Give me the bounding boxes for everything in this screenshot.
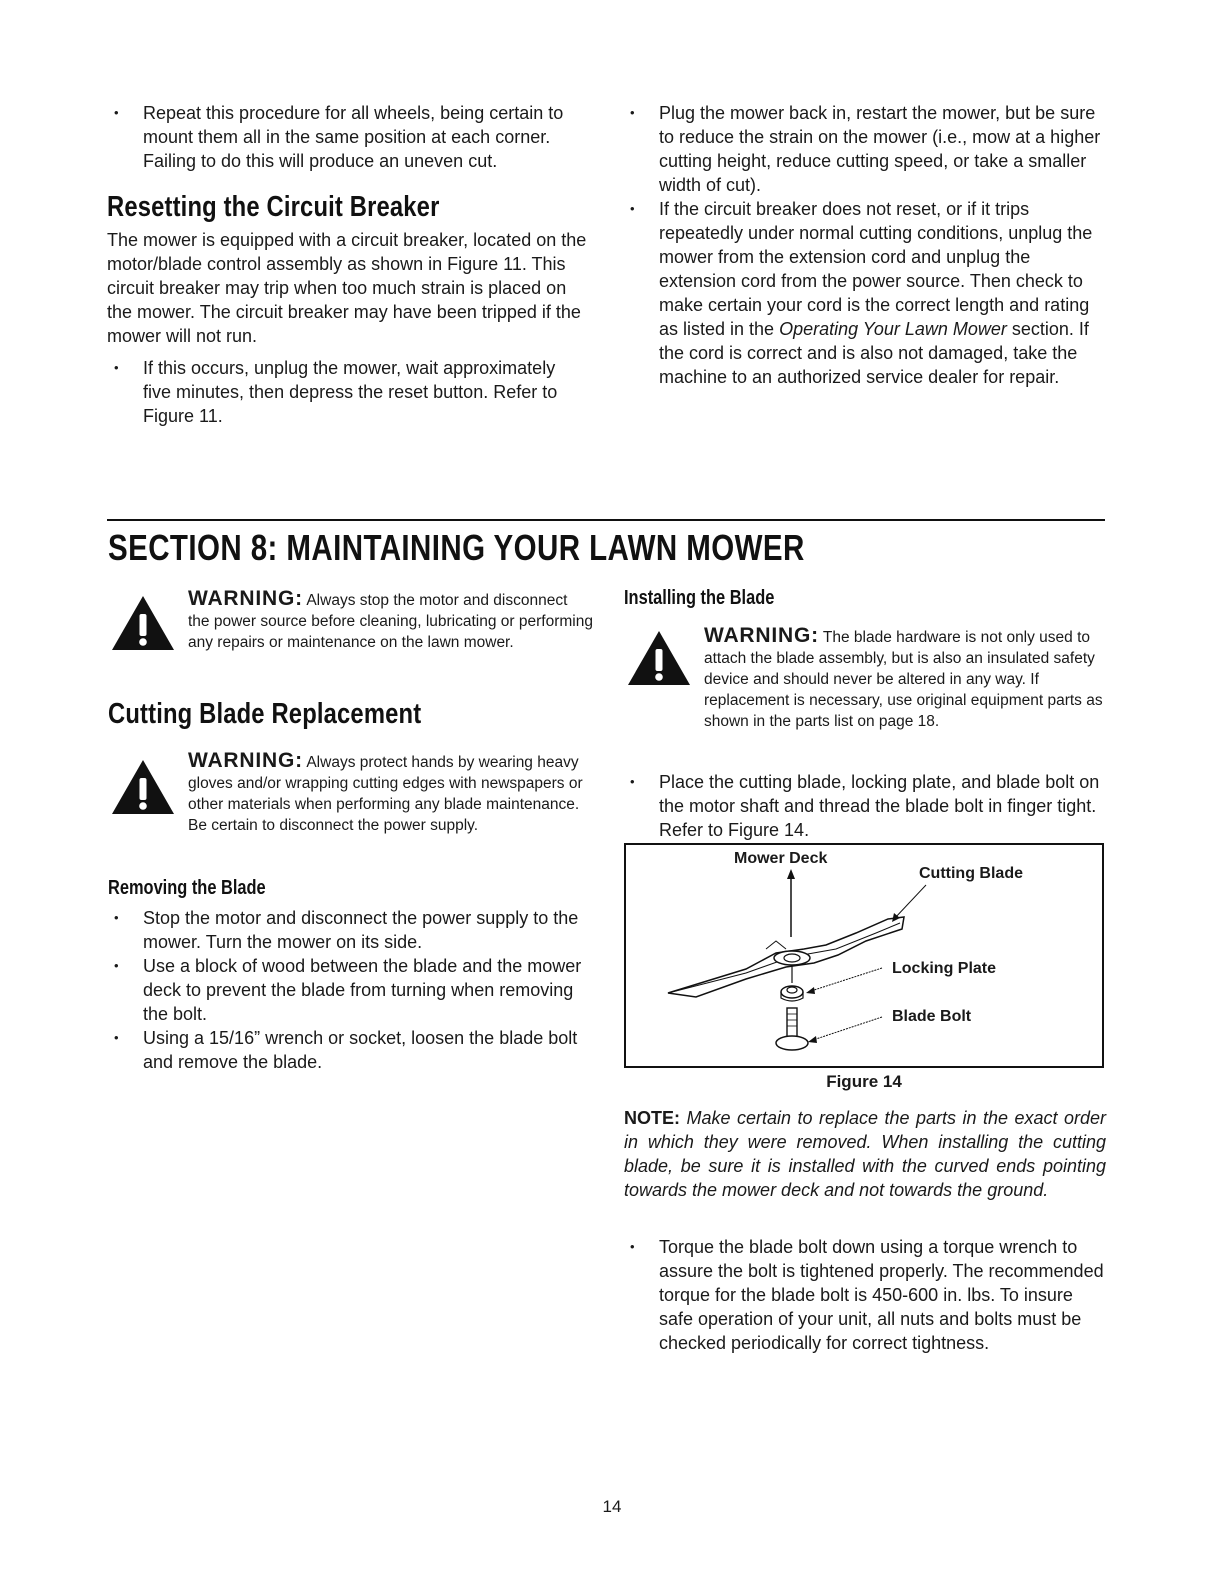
page-number: 14 — [602, 1497, 622, 1516]
blade-assembly-diagram — [626, 845, 1102, 1066]
warning-general — [110, 587, 593, 678]
circuit-breaker-paragraph: The mower is equipped with a circuit breaker, located on the motor/blade control assembly as shown in Figure 11. This circuit breaker may trip when too much strain is placed on the mower. The circuit breaker may have been tripped if the mower will not run. — [107, 230, 587, 346]
warning-general-body: Always stop the motor and disconnect the power source before cleaning, lubricating or performing any repairs or maintenance on the lawn mower. — [188, 592, 593, 651]
label-blade-bolt: Blade Bolt — [892, 1008, 972, 1025]
warning-label: WARNING: — [188, 749, 303, 772]
warning-installing-text — [704, 625, 1106, 732]
right-top-column — [623, 101, 1105, 389]
list-item: • Using a 15/16” wrench or socket, loosen the blade bolt and remove the blade. — [107, 1026, 589, 1074]
warning-triangle-icon — [110, 758, 176, 816]
warning-blade-text — [188, 750, 588, 836]
warning-triangle-icon — [110, 594, 176, 652]
heading-resetting-circuit-breaker: Resetting the Circuit Breaker — [107, 191, 440, 223]
removing-steps-list — [107, 906, 589, 1074]
bullet-breaker-text-b: section. If the cord is correct and is also not damaged, take the machine to an authorized service dealer for repair. — [659, 319, 1089, 387]
warning-installing-body: The blade hardware is not only used to attach the blade assembly, but is also an insulated safety device and should never be altered in any way. If replacement is necessary, use original equipment parts as shown in the parts list on page 18. — [704, 629, 1103, 730]
bullet-unplug-wait: • If this occurs, unplug the mower, wait approximately five minutes, then depress the reset button. Refer to Figure 11. — [107, 356, 587, 428]
warning-blade-replacement — [110, 750, 588, 865]
bullet-breaker-not-reset — [623, 197, 1105, 389]
heading-removing-blade: Removing the Blade — [108, 877, 266, 899]
heading-installing-blade: Installing the Blade — [624, 587, 775, 609]
bullet-breaker-text-a: If the circuit breaker does not reset, or if it trips repeatedly under normal cutting conditions, unplug the mower from the extension cord and unplug the extension cord from the power source. Then check to make certain your cord is the correct length and rating as listed in the — [659, 199, 1093, 339]
warning-label: WARNING: — [704, 624, 819, 647]
warning-label: WARNING: — [188, 587, 303, 610]
list-item: • Place the cutting blade, locking plate, and blade bolt on the motor shaft and thread the blade bolt in finger tight. Refer to Figure 14. — [623, 770, 1105, 842]
note-text: Make certain to replace the parts in the exact order in which they were removed. When installing the cutting blade, be sure it is installed with the curved ends pointing towards the mower deck and not towards the ground. — [624, 1108, 1106, 1200]
left-top-column — [107, 101, 587, 428]
figure-14-caption: Figure 14 — [826, 1072, 902, 1091]
warning-general-text — [188, 588, 593, 653]
note-label: NOTE: — [624, 1108, 680, 1128]
warning-blade-body: Always protect hands by wearing heavy gloves and/or wrapping cutting edges with newspapers or other materials when performing any blade maintenance. Be certain to disconnect the power supply. — [188, 754, 583, 834]
section-title: SECTION 8: MAINTAINING YOUR LAWN MOWER — [108, 527, 805, 568]
list-item: • Use a block of wood between the blade and the mower deck to prevent the blade from turning when removing the bolt. — [107, 954, 589, 1026]
label-locking-plate: Locking Plate — [892, 960, 997, 977]
figure-14-box — [624, 843, 1104, 1068]
label-cutting-blade: Cutting Blade — [919, 865, 1023, 882]
installing-step-torque — [623, 1235, 1105, 1355]
bullet-plug-back-in: • Plug the mower back in, restart the mower, but be sure to reduce the strain on the mower (i.e., mow at a higher cutting height, reduce cutting speed, or take a smaller width of cut). — [623, 101, 1105, 197]
section-divider-rule — [107, 519, 1105, 521]
list-item: • Torque the blade bolt down using a torque wrench to assure the bolt is tightened properly. The recommended torque for the blade bolt is 450-600 in. lbs. To insure safe operation of your unit, all nuts and bolts must be checked periodically for correct tightness. — [623, 1235, 1105, 1355]
installing-step-place — [623, 770, 1105, 842]
label-mower-deck: Mower Deck — [734, 850, 828, 867]
bullet-repeat-wheels: • Repeat this procedure for all wheels, being certain to mount them all in the same position at each corner. Failing to do this will produce an uneven cut. — [107, 101, 587, 173]
list-item: • Stop the motor and disconnect the power supply to the mower. Turn the mower on its side. — [107, 906, 589, 954]
operating-section-reference: Operating Your Lawn Mower — [779, 319, 1007, 339]
heading-cutting-blade-replacement: Cutting Blade Replacement — [108, 698, 422, 730]
warning-triangle-icon — [626, 629, 692, 687]
installation-note — [624, 1106, 1106, 1202]
warning-installing-blade — [626, 625, 1106, 760]
